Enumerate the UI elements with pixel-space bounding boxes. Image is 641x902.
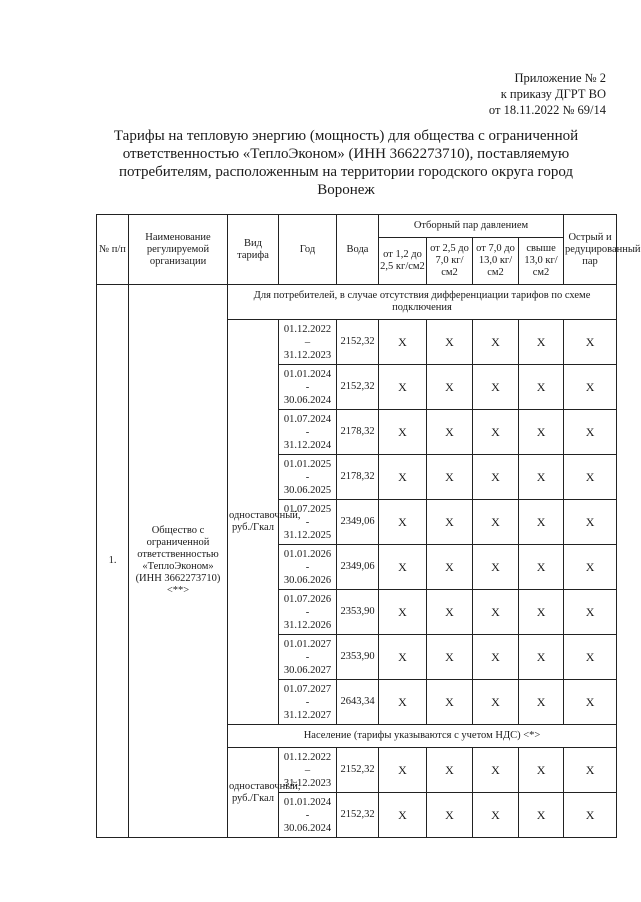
annex-date: от 18.11.2022 № 69/14 [488,103,606,117]
period-start: 01.01.2025 [283,458,332,470]
period-cell [279,635,337,680]
header-org: Наименование регулируемой организации [129,215,228,285]
water-tariff: 2178,32 [337,410,379,455]
water-tariff: 2353,90 [337,590,379,635]
header-steam-1: от 1,2 до 2,5 кг/см2 [379,238,427,285]
not-applicable-mark: Х [379,500,427,545]
not-applicable-mark: Х [564,590,617,635]
annex-order: к приказу ДГРТ ВО [500,87,606,101]
period-end: 30.06.2025 [283,484,332,496]
not-applicable-mark: Х [379,365,427,410]
not-applicable-mark: Х [427,365,473,410]
not-applicable-mark: Х [564,455,617,500]
not-applicable-mark: Х [519,410,564,455]
not-applicable-mark: Х [379,320,427,365]
water-tariff: 2349,06 [337,545,379,590]
period-cell [279,500,337,545]
period-dash: - [305,471,310,483]
not-applicable-mark: Х [379,410,427,455]
tariff-type-general: одноставочный, руб./Гкал [228,320,279,725]
period-start: 01.01.2027 [283,638,332,650]
not-applicable-mark: Х [564,748,617,793]
period-cell [279,590,337,635]
period-dash: - [305,809,310,821]
period-start: 01.12.2022 [283,751,332,763]
not-applicable-mark: Х [519,320,564,365]
not-applicable-mark: Х [564,320,617,365]
not-applicable-mark: Х [379,455,427,500]
not-applicable-mark: Х [379,590,427,635]
not-applicable-mark: Х [427,455,473,500]
period-end: 30.06.2024 [283,394,332,406]
period-cell [279,365,337,410]
period-start: 01.07.2024 [283,413,332,425]
water-tariff: 2152,32 [337,365,379,410]
not-applicable-mark: Х [473,410,519,455]
period-dash: – [304,336,311,348]
period-end: 30.06.2024 [283,822,332,834]
not-applicable-mark: Х [564,635,617,680]
tariff-table [96,214,641,838]
water-tariff: 2643,34 [337,680,379,725]
period-end: 31.12.2025 [283,529,332,541]
period-end: 31.12.2023 [283,777,332,789]
period-dash: - [305,516,310,528]
not-applicable-mark: Х [473,455,519,500]
header-steam-group: Отборный пар давлением [379,215,564,238]
not-applicable-mark: Х [564,365,617,410]
not-applicable-mark: Х [473,680,519,725]
water-tariff: 2152,32 [337,748,379,793]
period-cell [279,410,337,455]
period-cell [279,793,337,838]
not-applicable-mark: Х [473,748,519,793]
not-applicable-mark: Х [519,793,564,838]
not-applicable-mark: Х [427,545,473,590]
not-applicable-mark: Х [379,793,427,838]
not-applicable-mark: Х [519,748,564,793]
period-dash: - [305,561,310,573]
header-steam-2: от 2,5 до 7,0 кг/см2 [427,238,473,285]
not-applicable-mark: Х [379,680,427,725]
tariff-type-population: одноставочный, руб./Гкал [228,748,279,838]
not-applicable-mark: Х [519,590,564,635]
not-applicable-mark: Х [427,680,473,725]
period-start: 01.12.2022 [283,323,332,335]
water-tariff: 2152,32 [337,320,379,365]
water-tariff: 2178,32 [337,455,379,500]
period-start: 01.07.2026 [283,593,332,605]
header-water: Вода [337,215,379,285]
not-applicable-mark: Х [519,545,564,590]
section-header-population: Население (тарифы указываются с учетом НДС) <*> [228,725,617,748]
period-cell [279,680,337,725]
header-steam-3: от 7,0 до 13,0 кг/см2 [473,238,519,285]
not-applicable-mark: Х [427,500,473,545]
header-year: Год [279,215,337,285]
period-end: 31.12.2023 [283,349,332,361]
not-applicable-mark: Х [473,365,519,410]
period-start: 01.07.2027 [283,683,332,695]
header-sharp-steam: Острый и редуцированный пар [564,215,617,285]
period-dash: - [305,426,310,438]
period-end: 30.06.2027 [283,664,332,676]
annex-reference [489,70,606,118]
period-dash: - [305,651,310,663]
period-start: 01.01.2024 [283,796,332,808]
not-applicable-mark: Х [427,320,473,365]
not-applicable-mark: Х [519,500,564,545]
not-applicable-mark: Х [427,748,473,793]
not-applicable-mark: Х [427,793,473,838]
not-applicable-mark: Х [473,500,519,545]
organization-name: Общество с ограниченной ответственностью «ТеплоЭконом» (ИНН 3662273710) <**> [129,285,228,838]
period-start: 01.01.2024 [283,368,332,380]
period-dash: - [305,381,310,393]
not-applicable-mark: Х [473,590,519,635]
period-end: 31.12.2024 [283,439,332,451]
annex-number: Приложение № 2 [514,71,606,85]
header-num: № п/п [97,215,129,285]
not-applicable-mark: Х [564,545,617,590]
period-end: 30.06.2026 [283,574,332,586]
document-title: Тарифы на тепловую энергию (мощность) для общества с ограниченной ответственностью «ТеплоЭконом» (ИНН 3662273710), поставляемую потребителям, расположенным на территории городского округа город Воронеж [113,128,579,198]
not-applicable-mark: Х [473,320,519,365]
period-end: 31.12.2026 [283,619,332,631]
not-applicable-mark: Х [427,410,473,455]
period-start: 01.07.2025 [283,503,332,515]
not-applicable-mark: Х [379,748,427,793]
not-applicable-mark: Х [564,680,617,725]
section-header-general: Для потребителей, в случае отсутствия дифференциации тарифов по схеме подключения [228,285,617,320]
not-applicable-mark: Х [564,410,617,455]
not-applicable-mark: Х [473,635,519,680]
row-number: 1. [97,285,129,838]
water-tariff: 2353,90 [337,635,379,680]
period-cell [279,320,337,365]
period-cell [279,455,337,500]
period-start: 01.01.2026 [283,548,332,560]
period-cell [279,748,337,793]
not-applicable-mark: Х [379,545,427,590]
not-applicable-mark: Х [519,635,564,680]
period-dash: - [305,606,310,618]
not-applicable-mark: Х [427,590,473,635]
header-tariff-type: Вид тарифа [228,215,279,285]
period-dash: - [305,696,310,708]
not-applicable-mark: Х [564,500,617,545]
not-applicable-mark: Х [564,793,617,838]
period-dash: – [304,764,311,776]
not-applicable-mark: Х [473,793,519,838]
not-applicable-mark: Х [427,635,473,680]
not-applicable-mark: Х [519,455,564,500]
not-applicable-mark: Х [519,365,564,410]
not-applicable-mark: Х [519,680,564,725]
not-applicable-mark: Х [379,635,427,680]
water-tariff: 2349,06 [337,500,379,545]
period-cell [279,545,337,590]
water-tariff: 2152,32 [337,793,379,838]
not-applicable-mark: Х [473,545,519,590]
period-end: 31.12.2027 [283,709,332,721]
header-steam-4: свыше 13,0 кг/см2 [519,238,564,285]
